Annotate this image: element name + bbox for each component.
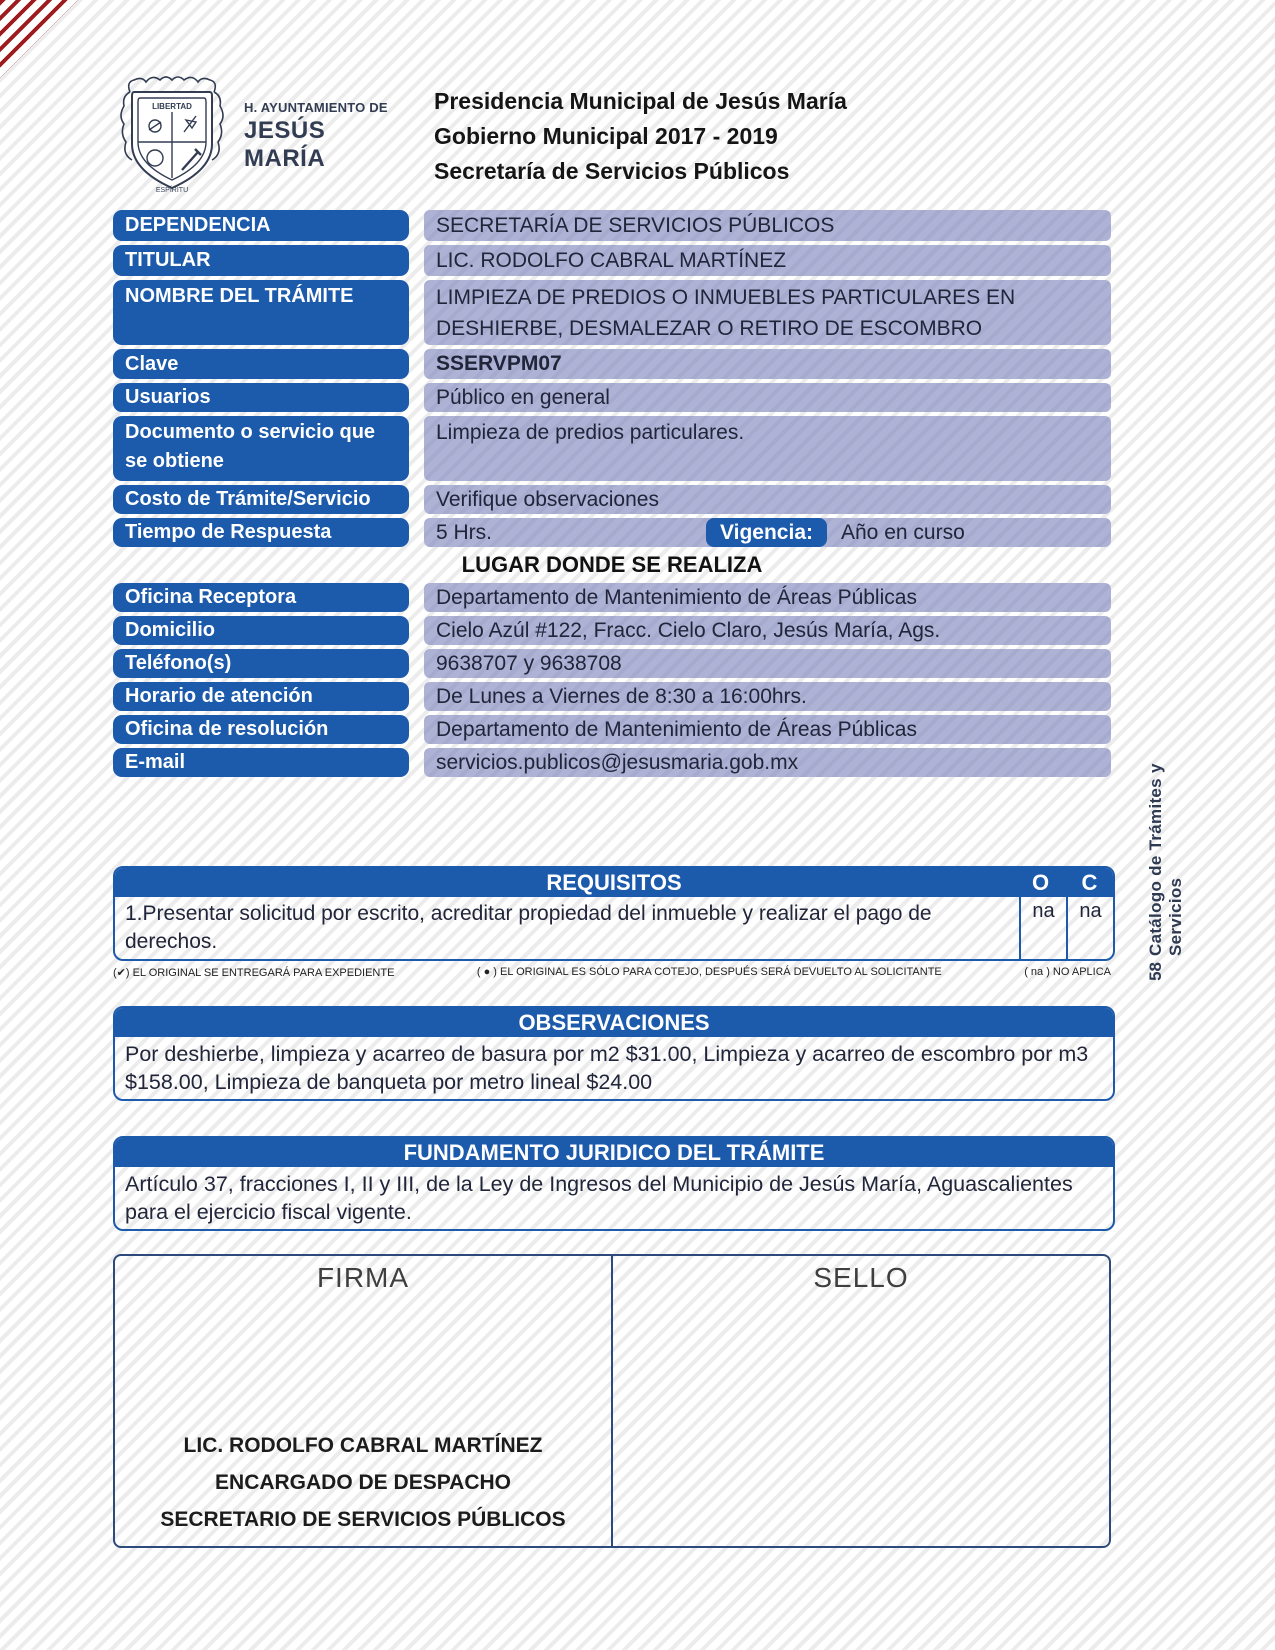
row-oficina-receptora	[113, 583, 1111, 612]
firma-sello-box	[113, 1254, 1111, 1548]
field-label: Horario de atención	[113, 682, 409, 711]
row-nombre-del-tramite	[113, 280, 1111, 345]
field-label: E-mail	[113, 748, 409, 777]
row-telefonos	[113, 649, 1111, 678]
field-label: NOMBRE DEL TRÁMITE	[113, 280, 409, 345]
field-label: Oficina Receptora	[113, 583, 409, 612]
catalog-side-text: Catálogo de Trámites y Servicios	[1146, 763, 1185, 956]
field-value: SSERVPM07	[424, 349, 1111, 379]
requisitos-header	[115, 868, 1113, 897]
field-label: TITULAR	[113, 245, 409, 276]
field-label: Tiempo de Respuesta	[113, 518, 409, 547]
sello-label: SELLO	[813, 1262, 909, 1293]
field-label: Usuarios	[113, 383, 409, 412]
row-clave	[113, 349, 1111, 379]
title-line-1: Presidencia Municipal de Jesús María	[434, 87, 847, 114]
field-label: Documento o servicio que se obtiene	[113, 416, 409, 481]
field-label: Domicilio	[113, 616, 409, 645]
row-costo	[113, 485, 1111, 514]
title-line-3: Secretaría de Servicios Públicos	[434, 157, 790, 184]
org-name-label: JESÚS MARÍA	[244, 116, 326, 172]
tiempo-value: 5 Hrs.	[436, 520, 493, 544]
requisito-text: 1.Presentar solicitud por escrito, acreditar propiedad del inmueble y realizar el pago de derechos.	[125, 902, 932, 953]
field-value: Departamento de Mantenimiento de Áreas Públicas	[424, 715, 1111, 744]
field-label: Clave	[113, 349, 409, 379]
row-oficina-resolucion	[113, 715, 1111, 744]
field-value: Verifique observaciones	[424, 485, 1111, 514]
requisitos-legend	[113, 966, 1111, 979]
requisito-original-cell: na	[1019, 897, 1066, 959]
legend-original: (✔) EL ORIGINAL SE ENTREGARÁ PARA EXPEDIENTE	[113, 967, 395, 979]
row-tiempo-vigencia	[113, 518, 1111, 547]
firmante-cargo-2: SECRETARIO DE SERVICIOS PÚBLICOS	[160, 1508, 566, 1531]
firma-label: FIRMA	[316, 1262, 410, 1293]
legend-no-aplica: ( na ) NO APLICA	[1024, 966, 1111, 978]
firma-sello-section	[113, 1254, 1111, 1548]
row-email	[113, 748, 1111, 777]
sello-cell	[613, 1256, 1109, 1546]
field-value: LIMPIEZA DE PREDIOS O INMUEBLES PARTICULARES EN DESHIERBE, DESMALEZAR O RETIRO DE ESCOMBRO	[424, 280, 1111, 345]
field-value: Público en general	[424, 383, 1111, 412]
firmante-block	[115, 1427, 611, 1546]
fundamento-text: Artículo 37, fracciones I, II y III, de la Ley de Ingresos del Municipio de Jesús María, Aguascalientes para el ejercicio fiscal vigente.	[125, 1172, 1073, 1224]
page-number: 58	[1146, 962, 1165, 981]
legend-cotejo: ( ● ) EL ORIGINAL ES SÓLO PARA COTEJO, DESPUÉS SERÁ DEVUELTO AL SOLICITANTE	[476, 966, 942, 978]
shield-motto-top: LIBERTAD	[152, 102, 192, 111]
row-horario	[113, 682, 1111, 711]
firmante-cargo-1: ENCARGADO DE DESPACHO	[215, 1471, 511, 1494]
field-value	[424, 518, 1111, 547]
row-documento	[113, 416, 1111, 481]
lugar-section-title: LUGAR DONDE SE REALIZA	[461, 552, 763, 577]
field-value: Limpieza de predios particulares.	[424, 416, 1111, 481]
observaciones-section	[113, 1006, 1115, 1101]
shield-motto-bottom: ESPÍRITU	[155, 187, 189, 194]
field-value: Departamento de Mantenimiento de Áreas Públicas	[424, 583, 1111, 612]
field-label: DEPENDENCIA	[113, 210, 409, 241]
field-value: LIC. RODOLFO CABRAL MARTÍNEZ	[424, 245, 1111, 276]
field-value: Cielo Azúl #122, Fracc. Cielo Claro, Jesús María, Ags.	[424, 616, 1111, 645]
field-value: 9638707 y 9638708	[424, 649, 1111, 678]
requisitos-title: REQUISITOS	[546, 870, 682, 895]
title-line-2: Gobierno Municipal 2017 - 2019	[434, 122, 778, 149]
requisitos-section	[113, 866, 1115, 961]
firma-cell	[115, 1256, 613, 1546]
field-label: Oficina de resolución	[113, 715, 409, 744]
column-copia-header: C	[1081, 870, 1098, 895]
field-label: Costo de Trámite/Servicio	[113, 485, 409, 514]
requisito-copia-cell: na	[1066, 897, 1113, 959]
field-label: Teléfono(s)	[113, 649, 409, 678]
coat-of-arms-icon	[112, 72, 232, 200]
row-titular	[113, 245, 1111, 276]
field-value: SECRETARÍA DE SERVICIOS PÚBLICOS	[424, 210, 1111, 241]
observaciones-title: OBSERVACIONES	[115, 1008, 1113, 1037]
observaciones-text: Por deshierbe, limpieza y acarreo de basura por m2 $31.00, Limpieza y acarreo de escombro por m3 $158.00, Limpieza de banqueta por metro lineal $24.00	[125, 1042, 1089, 1094]
org-small-label: H. AYUNTAMIENTO DE	[244, 99, 388, 115]
column-original-header: O	[1031, 870, 1050, 895]
vigencia-label: Vigencia:	[706, 518, 827, 547]
firmante-nombre: LIC. RODOLFO CABRAL MARTÍNEZ	[183, 1434, 543, 1457]
requisito-row	[115, 897, 1113, 959]
corner-stripes-decoration	[0, 0, 78, 78]
fundamento-section	[113, 1136, 1115, 1231]
fundamento-title: FUNDAMENTO JURIDICO DEL TRÁMITE	[115, 1138, 1113, 1167]
row-dependencia	[113, 210, 1111, 241]
field-value: servicios.publicos@jesusmaria.gob.mx	[424, 748, 1111, 777]
coat-of-arms	[112, 72, 232, 200]
row-domicilio	[113, 616, 1111, 645]
field-value: De Lunes a Viernes de 8:30 a 16:00hrs.	[424, 682, 1111, 711]
row-usuarios	[113, 383, 1111, 412]
org-name-block	[244, 100, 412, 173]
document-title	[434, 84, 847, 189]
info-table	[113, 210, 1111, 781]
page-header	[112, 72, 847, 200]
vigencia-value: Año en curso	[841, 520, 965, 544]
